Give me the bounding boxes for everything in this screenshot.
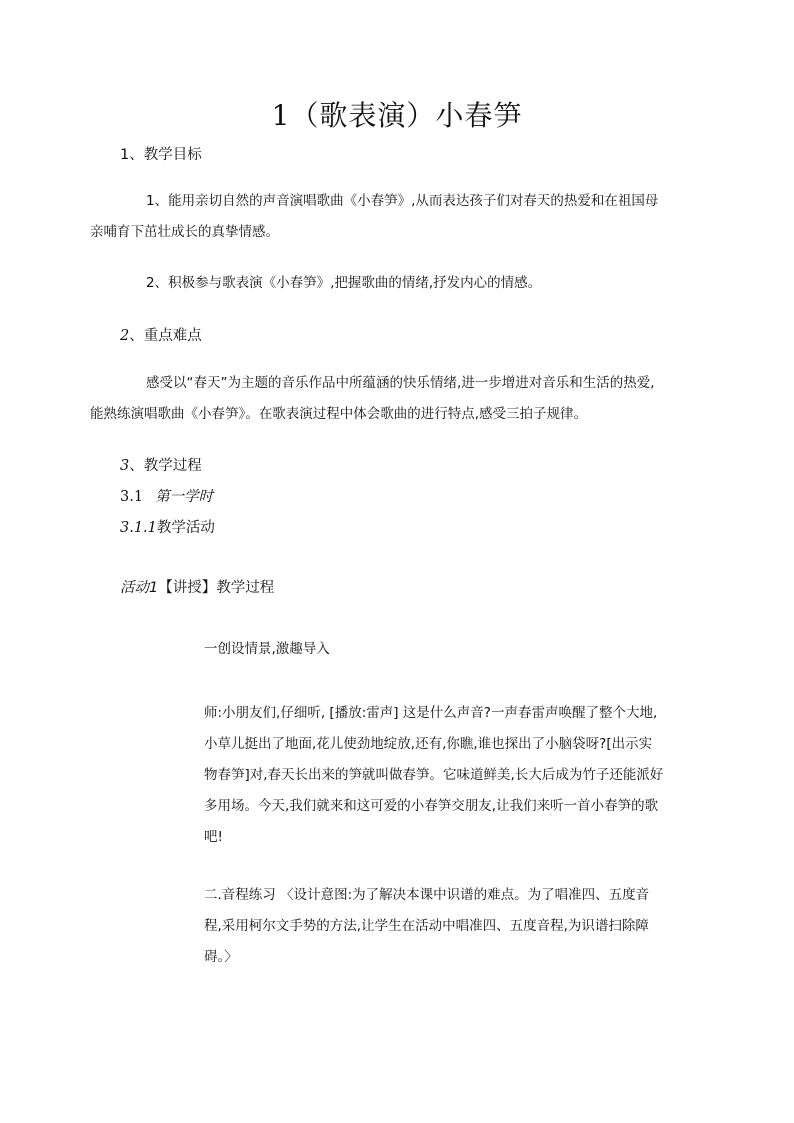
key-points-line-2: 能熟练演唱歌曲《小春笋》。在歌表演过程中体会歌曲的进行特点,感受三拍子规律。 xyxy=(90,406,588,422)
key-points-paragraph xyxy=(90,368,678,430)
teacher-dialogue xyxy=(204,698,678,853)
teacher-line-2: 小草儿挺出了地面,花儿使劲地绽放,还有,你瞧,谁也探出了小脑袋呀?[出示实 xyxy=(204,736,653,752)
section-heading-text: 、重点难点 xyxy=(129,328,202,344)
subsection-number: 3.1.1 xyxy=(120,520,157,536)
section-heading-process xyxy=(120,456,202,476)
subsection-text: 教学活动 xyxy=(156,520,215,536)
subsection-heading-3-1 xyxy=(120,487,213,507)
teacher-line-1: 师:小朋友们,仔细听, [播放:雷声] 这是什么声音?一声春雷声唤醒了整个大地, xyxy=(204,705,658,721)
subsection-number: 3.1 xyxy=(120,489,144,505)
section-heading-text: 、教学过程 xyxy=(129,458,202,474)
interval-practice xyxy=(204,880,678,973)
teacher-line-5: 吧! xyxy=(204,829,223,845)
subsection-heading-3-1-1 xyxy=(120,518,215,538)
teacher-line-3: 物春笋]对,春天长出来的笋就叫做春笋。它味道鲜美,长大后成为竹子还能派好 xyxy=(204,767,664,783)
section-number: 3 xyxy=(120,458,130,474)
section-heading-key-points xyxy=(120,326,202,346)
activity-prefix: 活动1 xyxy=(120,580,159,596)
activity-heading xyxy=(120,578,274,598)
goal-item-2 xyxy=(118,268,678,299)
section-number: 2 xyxy=(120,328,130,344)
intro-heading-text: 一创设情景,激趣导入 xyxy=(204,641,330,657)
document-title: 1（歌表演）小春笋 xyxy=(271,99,523,132)
section-heading-goals: 1、教学目标 xyxy=(120,147,202,163)
interval-line-1: 二.音程练习 〈设计意图:为了解决本课中识谱的难点。为了唱准四、五度音 xyxy=(204,887,650,903)
goal-item-1 xyxy=(90,186,678,248)
interval-line-2: 程,采用柯尔文手势的方法,让学生在活动中唱准四、五度音程,为识谱扫除障 xyxy=(204,918,649,934)
goal-item-1-line-2: 亲哺育下茁壮成长的真挚情感。 xyxy=(90,224,279,240)
intro-heading xyxy=(204,634,678,665)
interval-line-3: 碍。〉 xyxy=(204,949,238,965)
goal-item-1-line-1: 1、能用亲切自然的声音演唱歌曲《小春笋》,从而表达孩子们对春天的热爱和在祖国母 xyxy=(146,193,659,209)
teacher-line-4: 多用场。今天,我们就来和这可爱的小春笋交朋友,让我们来听一首小春笋的歌 xyxy=(204,798,659,814)
subsection-text: 第一学时 xyxy=(155,489,214,505)
goal-item-2-line-1: 2、积极参与歌表演《小春笋》,把握歌曲的情绪,抒发内心的情感。 xyxy=(146,275,542,291)
key-points-line-1: 感受以“春天”为主题的音乐作品中所蕴涵的快乐情绪,进一步增进对音乐和生活的热爱, xyxy=(146,375,655,391)
activity-text: 【讲授】教学过程 xyxy=(158,580,275,596)
